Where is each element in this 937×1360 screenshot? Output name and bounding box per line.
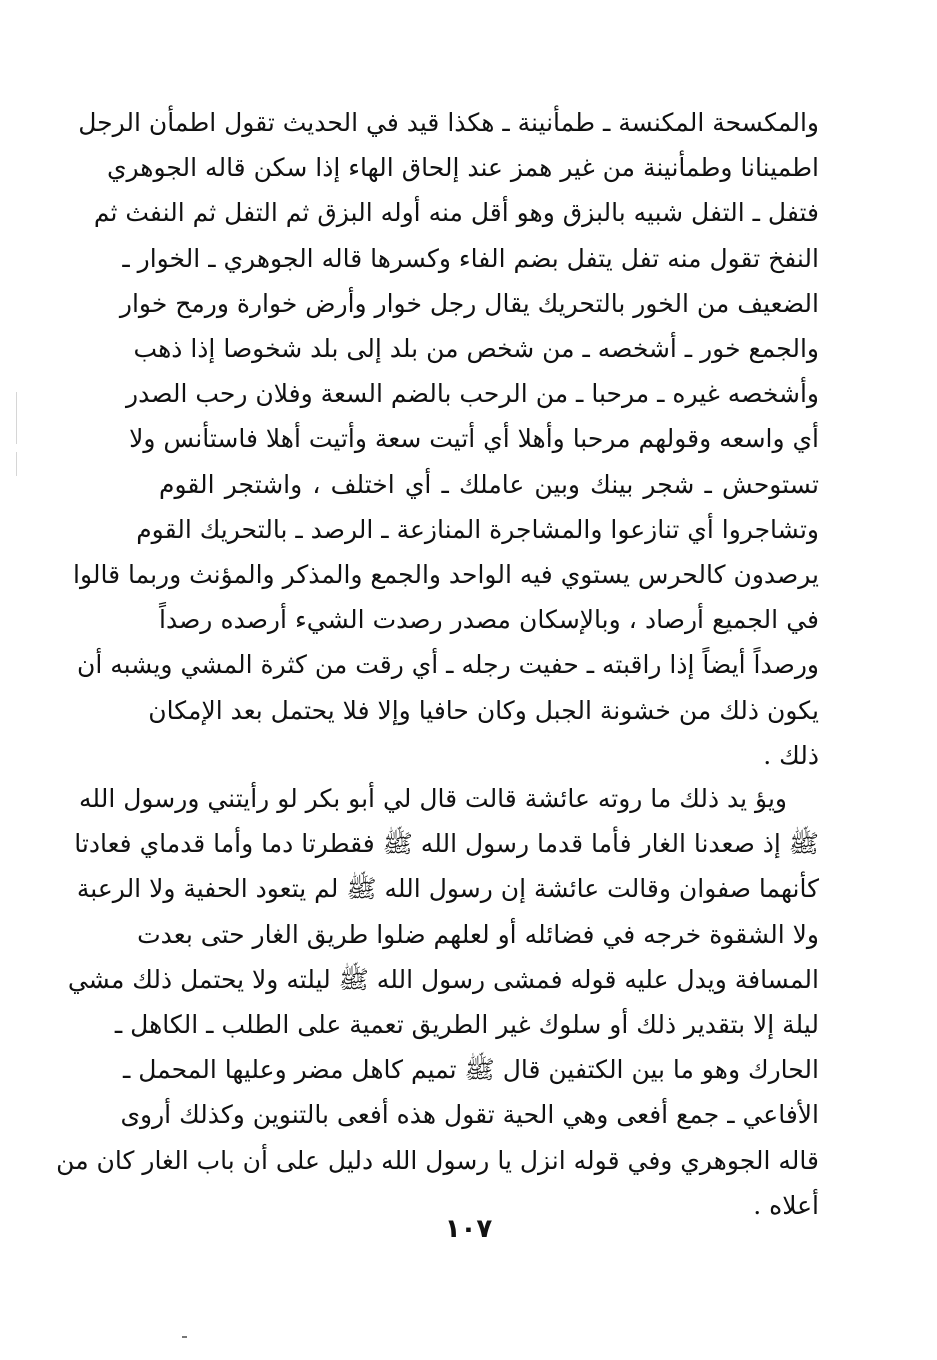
text-line: يكون ذلك من خشونة الجبل وكان حافيا وإلا فلا يحتمل بعد الإمكان — [148, 695, 819, 725]
text-line: المسافة ويدل عليه قوله فمشى رسول الله ﷺ ليلته ولا يحتمل ذلك مشي — [67, 964, 819, 994]
text-line: فتفل ـ التفل شبيه بالبزق وهو أقل منه أوله البزق ثم التفل ثم النفث ثم — [93, 198, 819, 228]
text-line: الضعيف من الخور بالتحريك يقال رجل خوار وأرض خوارة ورمح خوار — [119, 288, 819, 318]
text-line: الأفاعي ـ جمع أفعى وهي الحية تقول هذه أفعى بالتنوين وكذلك أروى — [120, 1100, 819, 1130]
page-number: ١٠٧ — [444, 1214, 493, 1244]
text-line: والمكسحة المكنسة ـ طمأنينة ـ هكذا قيد في الحديث تقول اطمأن الرجل — [78, 108, 819, 137]
scan-margin-mark — [16, 392, 17, 444]
text-line: ورصداً أيضاً إذا راقبته ـ حفيت رجله ـ أي رقت من كثرة المشي ويشبه أن — [76, 650, 819, 680]
text-line: كأنهما صفوان وقالت عائشة إن رسول الله ﷺ لم يتعود الحفية ولا الرعبة — [76, 874, 819, 904]
text-line: والجمع خور ـ أشخصه ـ من شخص من بلد إلى بلد شخوصا إذا ذهب — [133, 334, 819, 364]
paragraph-2 — [56, 776, 819, 1228]
text-line: وتشاجروا أي تنازعوا والمشاجرة المنازعة ـ الرصد ـ بالتحريك القوم — [136, 514, 819, 544]
text-line: يرصدون كالحرس يستوي فيه الواحد والجمع والمذكر والمؤنث وربما قالوا — [73, 560, 819, 590]
text-line: ولا الشقوة خرجه في فضائله أو لعلهم ضلوا طريق الغار حتى بعدت — [137, 919, 819, 949]
text-line: ليلة إلا بتقدير ذلك أو سلوك غير الطريق تعمية على الطلب ـ الكاهل ـ — [114, 1010, 819, 1040]
paragraph-1 — [73, 100, 819, 778]
text-line: ذلك . — [763, 740, 819, 770]
text-line: ويؤ يد ذلك ما روته عائشة قالت قال لي أبو بكر لو رأيتني ورسول الله — [79, 784, 787, 813]
text-line: ﷺ إذ صعدنا الغار فأما قدما رسول الله ﷺ فقطرتا دما وأما قدماي فعادتا — [74, 829, 819, 859]
text-line: اطمينانا وطمأنينة من غير همز عند إلحاق الهاء إذا سكن قاله الجوهري — [106, 153, 819, 183]
text-line: تستوحش ـ شجر بينك وبين عاملك ـ أي اختلف ، واشتجر القوم — [159, 469, 819, 499]
text-line: أي واسعه وقولهم مرحبا وأهلا أي أتيت سعة وأتيت أهلا فاستأنس ولا — [129, 424, 819, 454]
text-line: في الجميع أرصاد ، وبالإسكان مصدر رصدت الشيء أرصده رصداً — [159, 605, 819, 635]
text-line: أعلاه . — [753, 1190, 819, 1220]
text-line: الحارك وهو ما بين الكتفين قال ﷺ تميم كاهل مضر وعليها المحمل ـ — [122, 1055, 819, 1085]
text-line: قاله الجوهري وفي قوله انزل يا رسول الله دليل على أن باب الغار كان من — [56, 1145, 819, 1175]
scan-margin-mark — [16, 452, 17, 476]
scan-speck — [182, 1336, 187, 1338]
text-line: النفخ تقول منه تفل يتفل بضم الفاء وكسرها قاله الجوهري ـ الخوار ـ — [122, 243, 819, 273]
text-line: وأشخصه غيره ـ مرحبا ـ من الرحب بالضم السعة وفلان رحب الصدر — [126, 379, 819, 409]
